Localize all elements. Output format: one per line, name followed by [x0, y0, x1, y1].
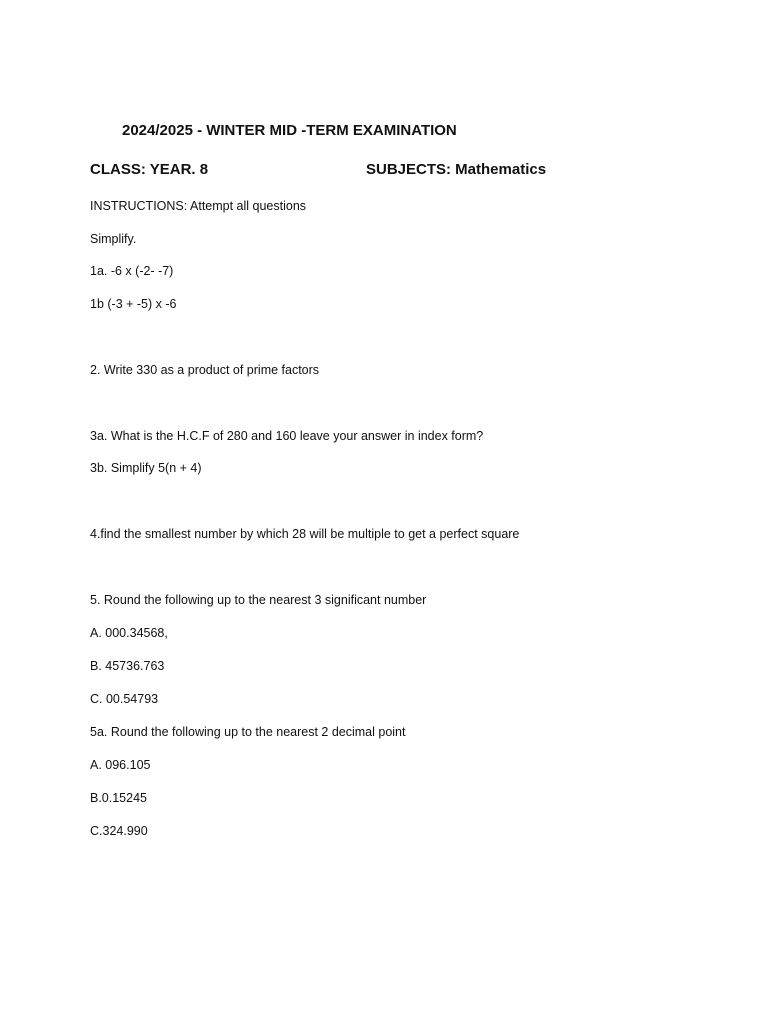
question-5a: 5a. Round the following up to the nearest 2 decimal point: [90, 725, 406, 739]
question-5-option-c: C. 00.54793: [90, 692, 159, 706]
question-1b: 1b (-3 + -5) x -6: [90, 297, 177, 311]
question-5a-option-c: C.324.990: [90, 824, 148, 838]
question-1a: 1a. -6 x (-2- -7): [90, 264, 174, 278]
question-3b: 3b. Simplify 5(n + 4): [90, 461, 202, 475]
subject-label: SUBJECTS: Mathematics: [366, 161, 547, 178]
question-5-option-a: A. 000.34568,: [90, 626, 168, 640]
instructions: INSTRUCTIONS: Attempt all questions: [90, 199, 307, 213]
question-4: 4.find the smallest number by which 28 will be multiple to get a perfect square: [90, 527, 520, 541]
question-5: 5. Round the following up to the nearest 3 significant number: [90, 593, 427, 607]
question-5a-option-b: B.0.15245: [90, 791, 147, 805]
exam-title: 2024/2025 - WINTER MID -TERM EXAMINATION: [122, 122, 457, 139]
question-5a-option-a: A. 096.105: [90, 758, 151, 772]
simplify-heading: Simplify.: [90, 232, 137, 246]
question-2: 2. Write 330 as a product of prime factors: [90, 363, 320, 377]
question-5-option-b: B. 45736.763: [90, 659, 165, 673]
class-label: CLASS: YEAR. 8: [90, 161, 209, 178]
question-3a: 3a. What is the H.C.F of 280 and 160 leave your answer in index form?: [90, 429, 484, 443]
